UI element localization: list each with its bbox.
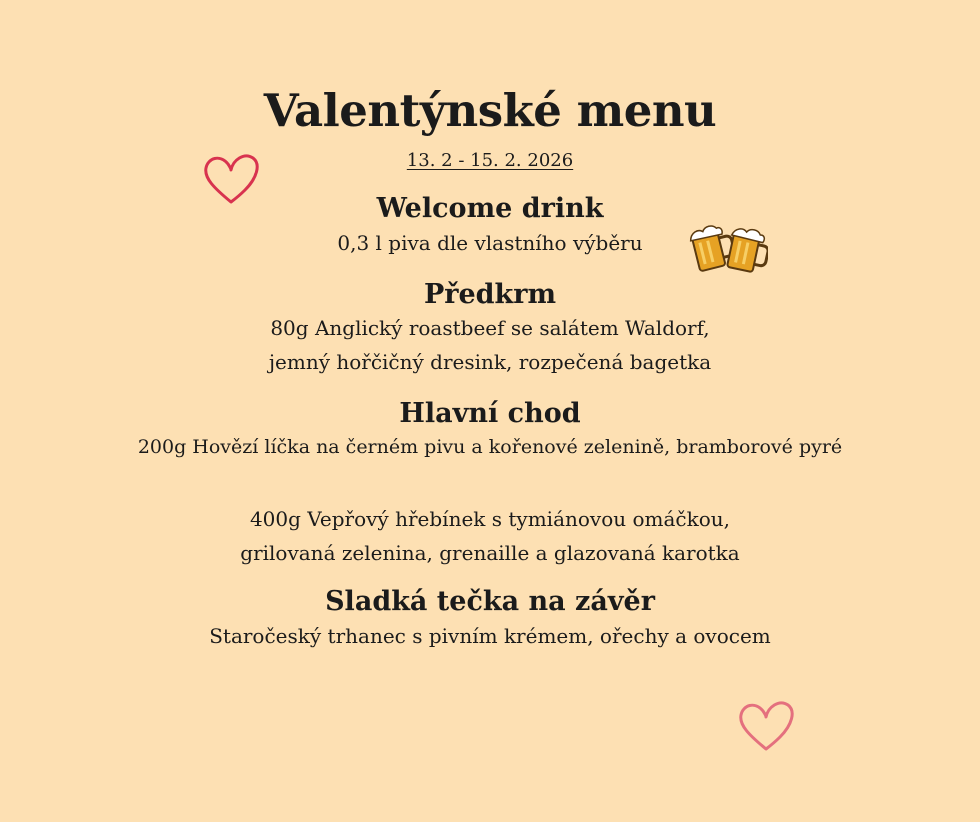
section-heading-starter: Předkrm xyxy=(423,279,557,310)
main-course-option-2-line-1: 400g Vepřový hřebínek s tymiánovou omáčkou, xyxy=(249,507,731,531)
main-course-option-2-line-2: grilovaná zelenina, grenaille a glazovaná karotka xyxy=(240,541,740,565)
main-course-option-1: 200g Hovězí líčka na černém pivu a kořenové zelenině, bramborové pyré xyxy=(137,436,843,458)
heart-icon xyxy=(200,148,262,210)
beer-mugs-icon xyxy=(688,218,768,278)
section-heading-main: Hlavní chod xyxy=(399,398,581,429)
page-title: Valentýnské menu xyxy=(263,84,717,137)
starter-text-line-1: 80g Anglický roastbeef se salátem Waldorf, xyxy=(270,316,710,340)
date-range-text: 13. 2 - 15. 2. 2026 xyxy=(406,150,574,171)
heart-icon-bottom xyxy=(735,695,797,757)
starter-text-line-2: jemný hořčičný dresink, rozpečená bagetka xyxy=(268,350,712,374)
date-range xyxy=(0,150,980,171)
section-heading-dessert: Sladká tečka na závěr xyxy=(325,586,655,617)
section-heading-welcome: Welcome drink xyxy=(376,193,604,224)
dessert-text: Staročeský trhanec s pivním krémem, ořechy a ovocem xyxy=(209,624,771,648)
welcome-drink-text: 0,3 l piva dle vlastního výběru xyxy=(337,231,643,255)
